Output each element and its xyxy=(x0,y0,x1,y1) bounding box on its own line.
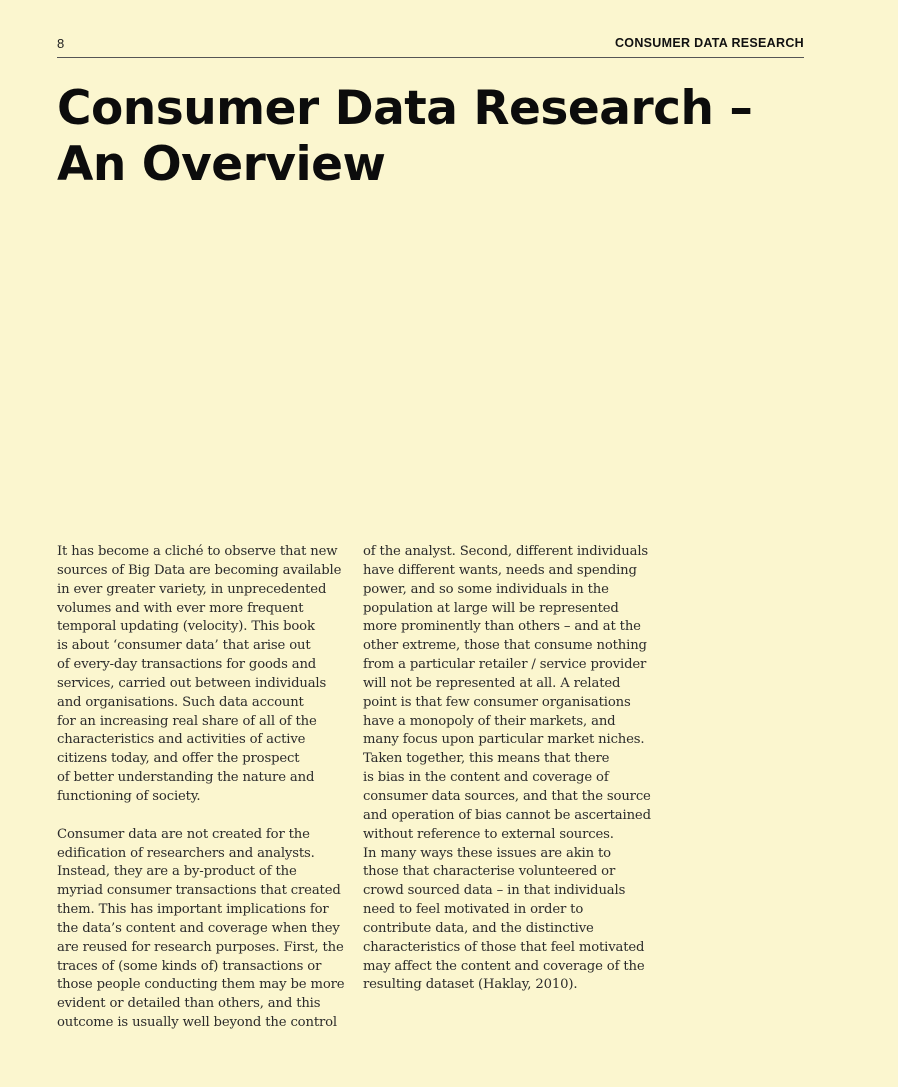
text-line: characteristics of those that feel motivated xyxy=(363,939,645,955)
text-line: population at large will be represented xyxy=(363,600,619,616)
running-header: CONSUMER DATA RESEARCH xyxy=(614,36,804,50)
text-line: edification of researchers and analysts. xyxy=(57,845,315,861)
text-line: evident or detailed than others, and this xyxy=(57,996,321,1012)
text-line: resulting dataset (Haklay, 2010). xyxy=(363,977,578,993)
text-line: more prominently than others – and at the xyxy=(363,619,641,635)
text-line: characteristics and activities of active xyxy=(57,732,306,748)
text-line: services, carried out between individuals xyxy=(57,675,327,691)
text-line: them. This has important implications for xyxy=(57,902,329,918)
text-line: have a monopoly of their markets, and xyxy=(363,713,616,729)
text-line: sources of Big Data are becoming available xyxy=(57,562,342,578)
text-line: many focus upon particular market niches. xyxy=(363,732,645,748)
text-line: Consumer data are not created for the xyxy=(57,826,310,842)
text-line: other extreme, those that consume nothing xyxy=(363,638,647,654)
text-line: in ever greater variety, in unprecedented xyxy=(57,581,327,597)
text-line: It has become a cliché to observe that new xyxy=(57,544,338,559)
page-title-line-1: Consumer Data Research – xyxy=(57,81,753,136)
left-paragraph-2 xyxy=(57,826,353,1033)
text-line: point is that few consumer organisations xyxy=(363,694,631,710)
left-paragraph-1 xyxy=(57,543,353,807)
text-line: Taken together, this means that there xyxy=(363,751,610,767)
text-line: need to feel motivated in order to xyxy=(363,902,584,918)
text-line: contribute data, and the distinctive xyxy=(363,920,594,936)
text-line: crowd sourced data – in that individuals xyxy=(363,883,626,899)
text-line: have different wants, needs and spending xyxy=(363,562,637,578)
left-column xyxy=(57,543,353,1033)
page-title xyxy=(57,81,837,193)
text-line: power, and so some individuals in the xyxy=(363,581,609,597)
text-line: of better understanding the nature and xyxy=(57,770,315,786)
text-line: and organisations. Such data account xyxy=(57,694,304,710)
text-line: of the analyst. Second, different individuals xyxy=(363,544,649,559)
text-line: citizens today, and offer the prospect xyxy=(57,751,300,767)
page-title-line-2: An Overview xyxy=(57,137,386,192)
text-line: of every-day transactions for goods and xyxy=(57,657,317,673)
text-line: are reused for research purposes. First, the xyxy=(57,939,344,955)
text-line: outcome is usually well beyond the control xyxy=(57,1015,337,1031)
text-line: consumer data sources, and that the source xyxy=(363,788,651,804)
text-line: temporal updating (velocity). This book xyxy=(57,619,315,635)
text-line: may affect the content and coverage of the xyxy=(363,958,645,974)
page-number: 8 xyxy=(57,36,65,51)
text-line: traces of (some kinds of) transactions or xyxy=(57,958,322,974)
text-line: volumes and with ever more frequent xyxy=(57,600,304,616)
right-column xyxy=(363,543,663,995)
text-line: functioning of society. xyxy=(57,788,201,804)
text-line: is bias in the content and coverage of xyxy=(363,770,609,786)
text-line: will not be represented at all. A related xyxy=(363,675,621,691)
text-line: and operation of bias cannot be ascertained xyxy=(363,807,651,823)
text-line: those that characterise volunteered or xyxy=(363,864,616,880)
text-line: for an increasing real share of all of the xyxy=(57,713,317,729)
text-line: from a particular retailer / service provider xyxy=(363,657,647,673)
text-line: myriad consumer transactions that created xyxy=(57,883,341,899)
text-line: without reference to external sources. xyxy=(363,826,614,842)
header-rule xyxy=(57,57,804,58)
text-line: the data’s content and coverage when they xyxy=(57,920,340,936)
text-line: In many ways these issues are akin to xyxy=(363,845,611,861)
text-line: those people conducting them may be more xyxy=(57,977,345,993)
right-paragraph-1 xyxy=(363,543,663,995)
text-line: Instead, they are a by-product of the xyxy=(57,864,297,880)
text-line: is about ‘consumer data’ that arise out xyxy=(57,638,311,654)
